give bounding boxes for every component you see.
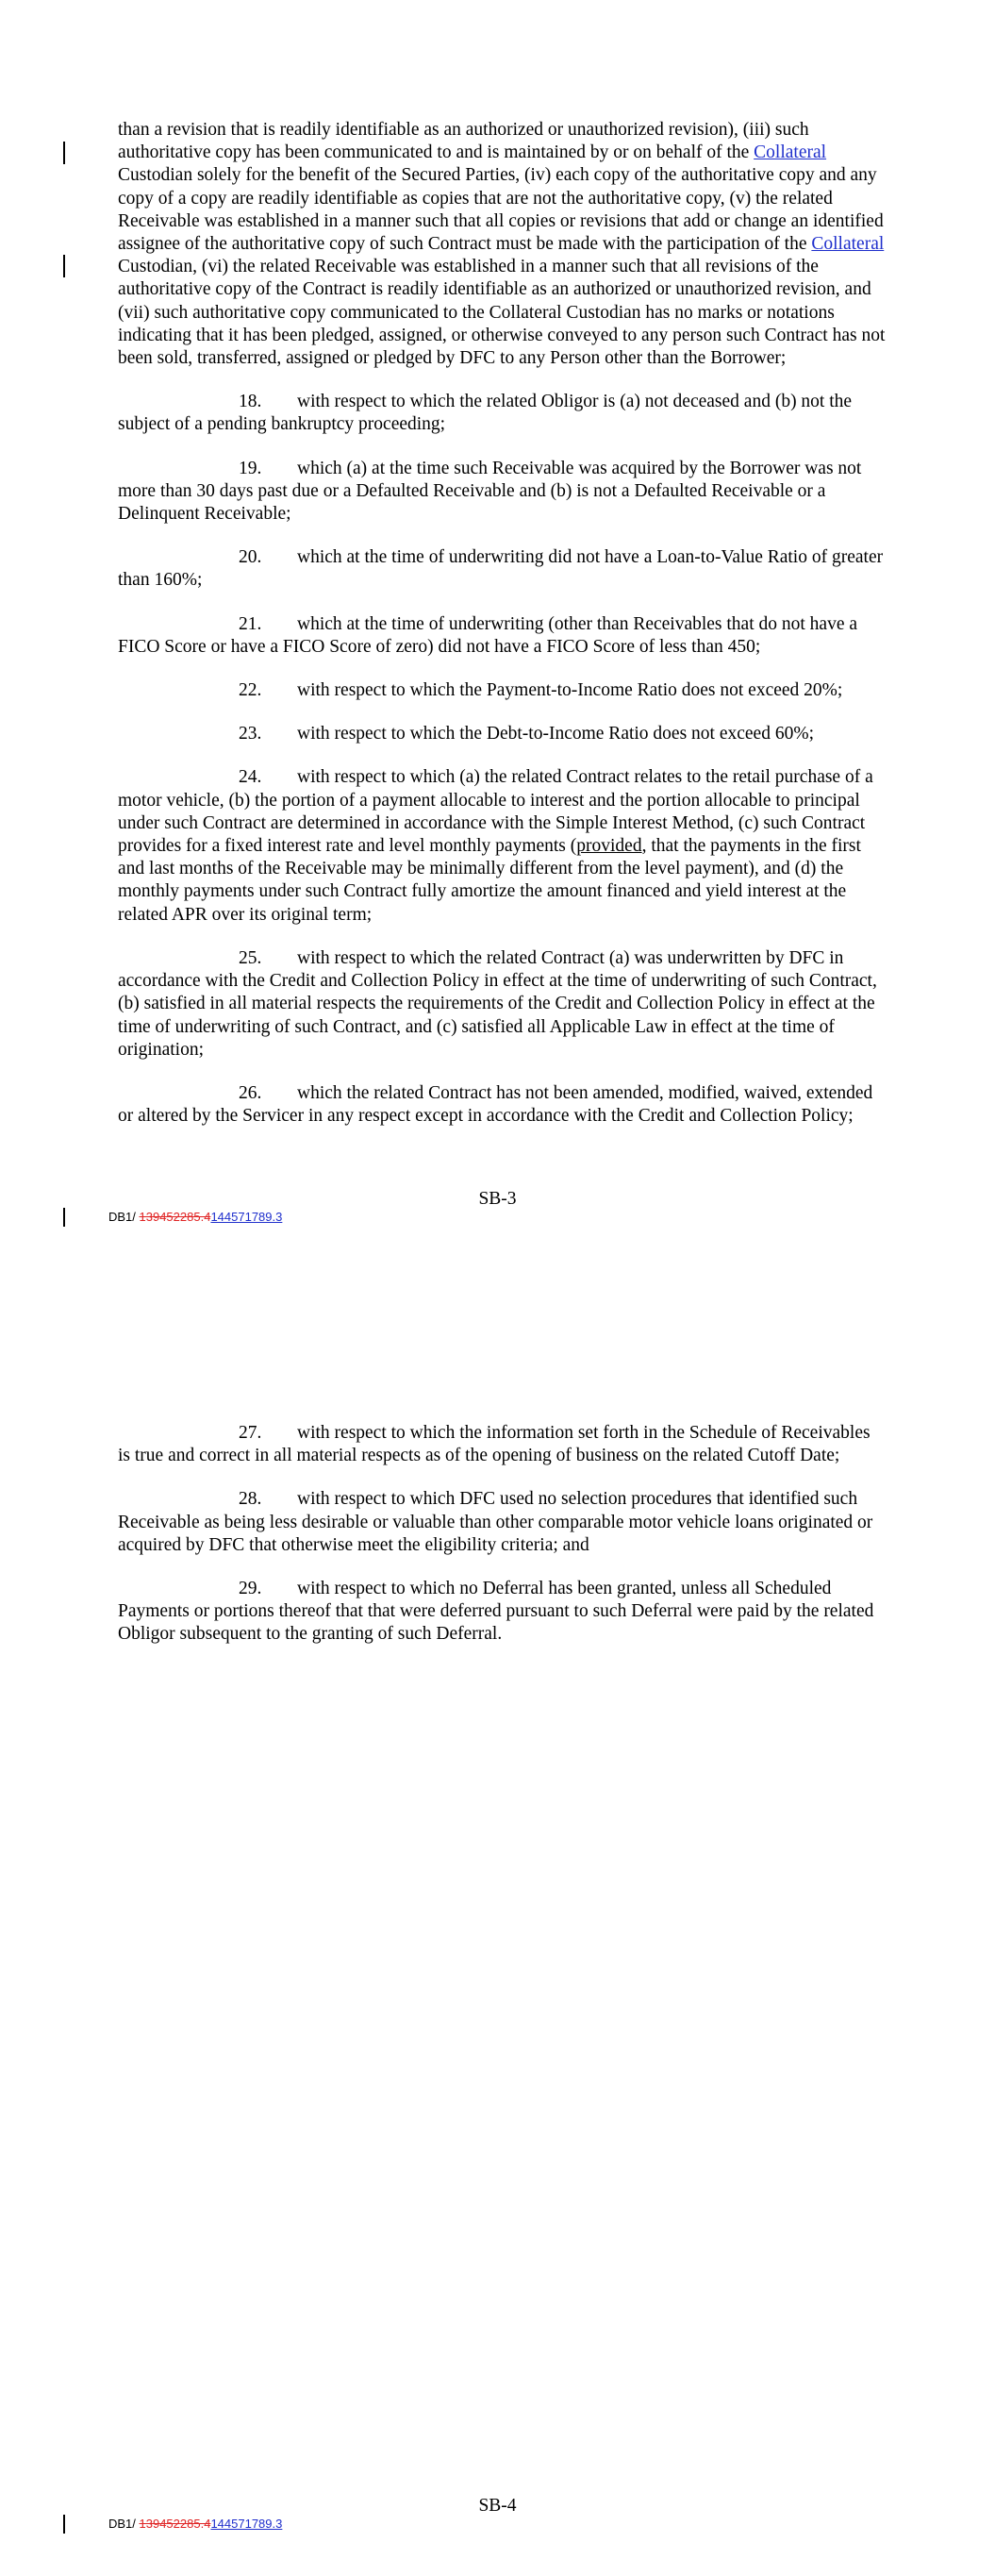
deleted-text: 139452285.4 [139,1210,211,1224]
list-item: 25. with respect to which the related Contract (a) was underwritten by DFC in accordance with the Credit and Collection Policy in effect at the time of underwriting of such Contract, (b) satisfied in all material respects the requirements of the Credit and Collection Policy in effect at the time of underwriting of such Contract, and (c) satisfied all Applicable Law in effect at the time of origination; [118,947,877,1060]
item-number: 25. [239,947,262,968]
inserted-text: Collateral [811,234,885,255]
item-number: 26. [239,1082,262,1103]
list-item: 27. with respect to which the information set forth in the Schedule of Receivables is true and correct in all material respects as of the opening of business on the related Cutoff Date; [118,1423,871,1466]
revision-change-bar [63,2515,65,2534]
inserted-text: 144571789.3 [210,2517,283,2531]
item-number: 22. [239,680,262,701]
revision-change-bar [63,255,65,277]
page-sb3-body [118,119,887,1148]
revision-change-bar [63,142,65,164]
item-number: 20. [239,547,262,568]
list-item: 22. with respect to which the Payment-to-Income Ratio does not exceed 20%; [118,679,887,702]
item-number: 27. [239,1423,262,1443]
page-sb4-body [118,1422,887,1667]
underlined-term: provided [576,836,642,857]
item-number: 18. [239,392,262,412]
list-item: 19. which (a) at the time such Receivable was acquired by the Borrower was not more than 30 days past due or a Defaulted Receivable and (b) is not a Defaulted Receivable or a Delinquent Receivable; [118,458,862,525]
list-item: 29. with respect to which no Deferral has been granted, unless all Scheduled Payments or portions thereof that that were deferred pursuant to such Deferral were paid by the related Obligor subsequent to the granting of such Deferral. [118,1579,874,1645]
item-number: 19. [239,458,262,478]
inserted-text: Collateral [754,142,827,163]
list-item: 23. with respect to which the Debt-to-Income Ratio does not exceed 60%; [118,723,887,745]
deleted-text: 139452285.4 [139,2517,211,2531]
item-number: 24. [239,767,262,788]
list-item: 20. which at the time of underwriting did not have a Loan-to-Value Ratio of greater than 160%; [118,547,884,591]
continued-paragraph: than a revision that is readily identifiable as an authorized or unauthorized revision), (iii) such authoritative copy has been communicated to and is maintained by or on behalf of the Collateral Custodian solely for the benefit of the Secured Parties, (iv) each copy of the authoritative copy and any copy of a copy are readily identifiable as copies that are not the authoritative copy, (v) the related Receivable was established in a manner such that all copies or revisions that add or change an identified assignee of the authoritative copy of such Contract must be made with the participation of the Collateral Custodian, (vi) the related Receivable was established in a manner such that all revisions of the authoritative copy of the Contract is readily identifiable as an authorized or unauthorized revision, and (vii) such authoritative copy communicated to the Collateral Custodian has no marks or notations indicating that it has been pledged, assigned, or otherwise conveyed to any person such Contract has not been sold, transferred, assigned or pledged by DFC to any Person other than the Borrower; [118,120,886,369]
document-id: DB1/ 139452285.4144571789.3 [108,1210,283,1224]
page-number: SB-3 [478,1189,517,1209]
page-number: SB-4 [478,2496,517,2516]
document-id: DB1/ 139452285.4144571789.3 [108,2517,283,2531]
list-item: 28. with respect to which DFC used no selection procedures that identified such Receivable as being less desirable or valuable than other comparable motor vehicle loans originated or acquired by DFC that otherwise meet the eligibility criteria; and [118,1489,873,1555]
list-item: 24. with respect to which (a) the related Contract relates to the retail purchase of a motor vehicle, (b) the portion of a payment allocable to interest and the portion allocable to principal under such Contract are determined in accordance with the Simple Interest Method, (c) such Contract provides for a fixed interest rate and level monthly payments (provided, that the payments in the first and last months of the Receivable may be minimally different from the level payment), and (d) the monthly payments under such Contract fully amortize the amount financed and yield interest at the related APR over its original term; [118,767,873,925]
inserted-text: 144571789.3 [210,1210,283,1224]
item-number: 29. [239,1579,262,1599]
item-number: 23. [239,724,262,744]
item-number: 21. [239,613,262,634]
list-item: 21. which at the time of underwriting (other than Receivables that do not have a FICO Score or have a FICO Score of zero) did not have a FICO Score of less than 450; [118,613,858,657]
list-item: 26. which the related Contract has not been amended, modified, waived, extended or altered by the Servicer in any respect except in accordance with the Credit and Collection Policy; [118,1082,873,1127]
list-item: 18. with respect to which the related Obligor is (a) not deceased and (b) not the subject of a pending bankruptcy proceeding; [118,392,853,435]
revision-change-bar [63,1208,65,1227]
item-number: 28. [239,1489,262,1510]
